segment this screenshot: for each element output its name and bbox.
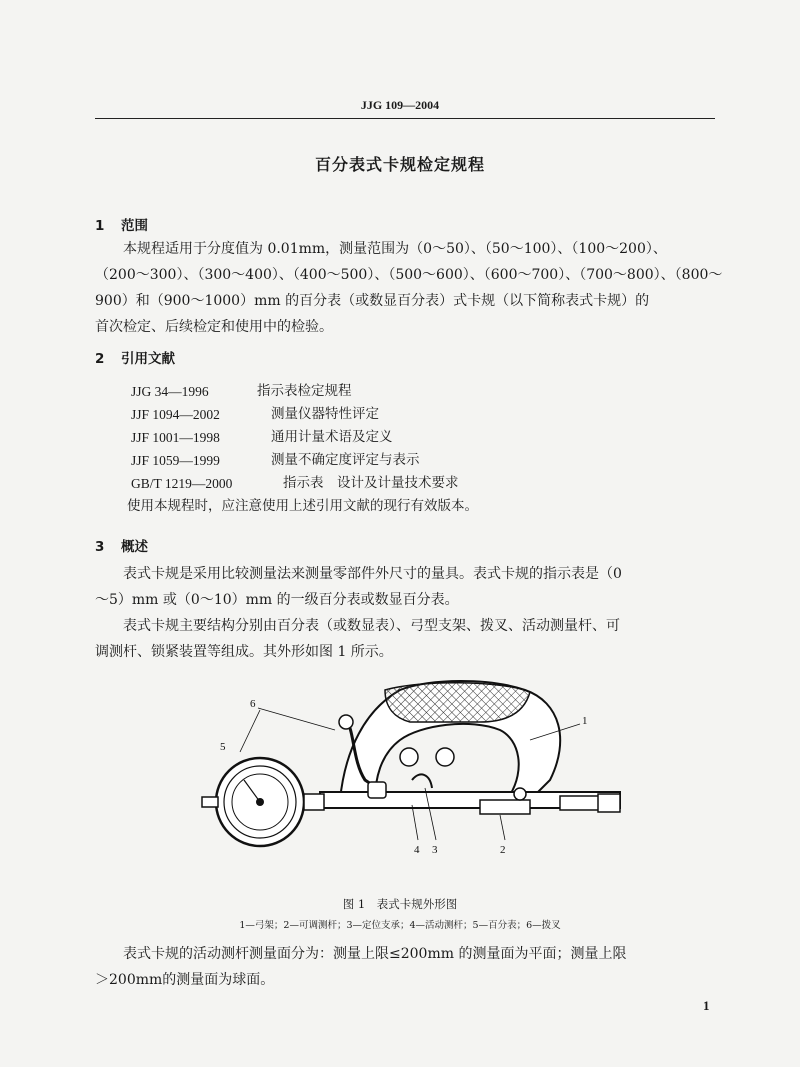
reference-title: 通用计量术语及定义 [271,429,393,445]
callout-label: 3 [432,844,438,856]
section-3-paragraph-3 [95,941,725,993]
text-line: ＞200mm的测量面为球面。 [95,972,275,988]
text-line: 调测杆、锁紧装置等组成。其外形如图 1 所示。 [95,644,393,660]
reference-code: JJF 1094—2002 [131,407,220,422]
figure-caption: 图 1 表式卡规外形图 [342,897,458,911]
section-1-title: 范围 [121,218,148,234]
text-line: 首次检定、后续检定和使用中的检验。 [95,319,333,335]
caliper-gauge-figure [180,670,640,870]
figure-legend: 1—弓架；2—可调测杆；3—定位支承；4—活动测杆；5—百分表；6—拨叉 [239,920,561,931]
text-line: 表式卡规是采用比较测量法来测量零部件外尺寸的量具。表式卡规的指示表是（0 [123,566,622,582]
section-1-number: 1 [95,218,105,234]
reference-note-text: 使用本规程时，应注意使用上述引用文献的现行有效版本。 [127,498,478,514]
reference-code: JJG 34—1996 [131,384,209,399]
section-1-heading [95,214,148,234]
reference-code: JJF 1001—1998 [131,430,220,445]
text-line: 900）和（900～1000）mm 的百分表（或数显百分表）式卡规（以下简称表式卡规）的 [95,293,650,309]
reference-code: JJF 1059—1999 [131,453,220,468]
adjustable-rod [560,796,600,810]
reference-title: 指示表检定规程 [257,383,352,399]
reference-list [127,380,482,518]
reference-code: GB/T 1219—2000 [131,476,233,491]
reference-note [127,495,478,518]
text-line: （200～300）、（300～400）、（400～500）、（500～600）、（600～700）、（700～800）、（800～ [95,267,723,283]
callout-label: 1 [582,715,588,727]
callout-label: 5 [220,741,226,753]
positioning-support [412,774,432,788]
section-2-title: 引用文献 [121,351,175,367]
callout-label: 6 [250,698,256,710]
section-3-paragraph-2 [95,613,725,665]
section-3-paragraph-1 [95,561,725,613]
text-line: ～5）mm 或（0～10）mm 的一级百分表或数显百分表。 [95,592,459,608]
reference-item [131,472,482,495]
section-3-heading [95,535,148,555]
section-3-number: 3 [95,539,105,555]
reference-item [131,449,482,472]
reference-item [131,426,482,449]
section-3-title: 概述 [121,539,148,555]
reference-title: 指示表 设计及计量技术要求 [283,475,459,491]
section-2-heading [95,347,175,367]
reference-title: 测量仪器特性评定 [271,406,379,422]
callout-label: 2 [500,844,506,856]
text-line: 表式卡规的活动测杆测量面分为：测量上限≤200mm 的测量面为平面；测量上限 [123,946,627,962]
reference-item [131,380,482,403]
text-line: 表式卡规主要结构分别由百分表（或数显表）、弓型支架、拨叉、活动测量杆、可 [123,618,620,634]
document-title: 百分表式卡规检定规程 [314,155,485,174]
header-standard-code: JJG 109—2004 [360,98,440,112]
reference-item [131,403,482,426]
section-1-paragraph [95,236,725,340]
page-number: 1 [703,998,710,1013]
header-rule [95,118,715,119]
callout-label: 4 [414,844,420,856]
section-2-number: 2 [95,351,105,367]
text-line: 本规程适用于分度值为 0.01mm，测量范围为（0～50）、（50～100）、（100～200）、 [123,241,667,257]
reference-title: 测量不确定度评定与表示 [271,452,420,468]
